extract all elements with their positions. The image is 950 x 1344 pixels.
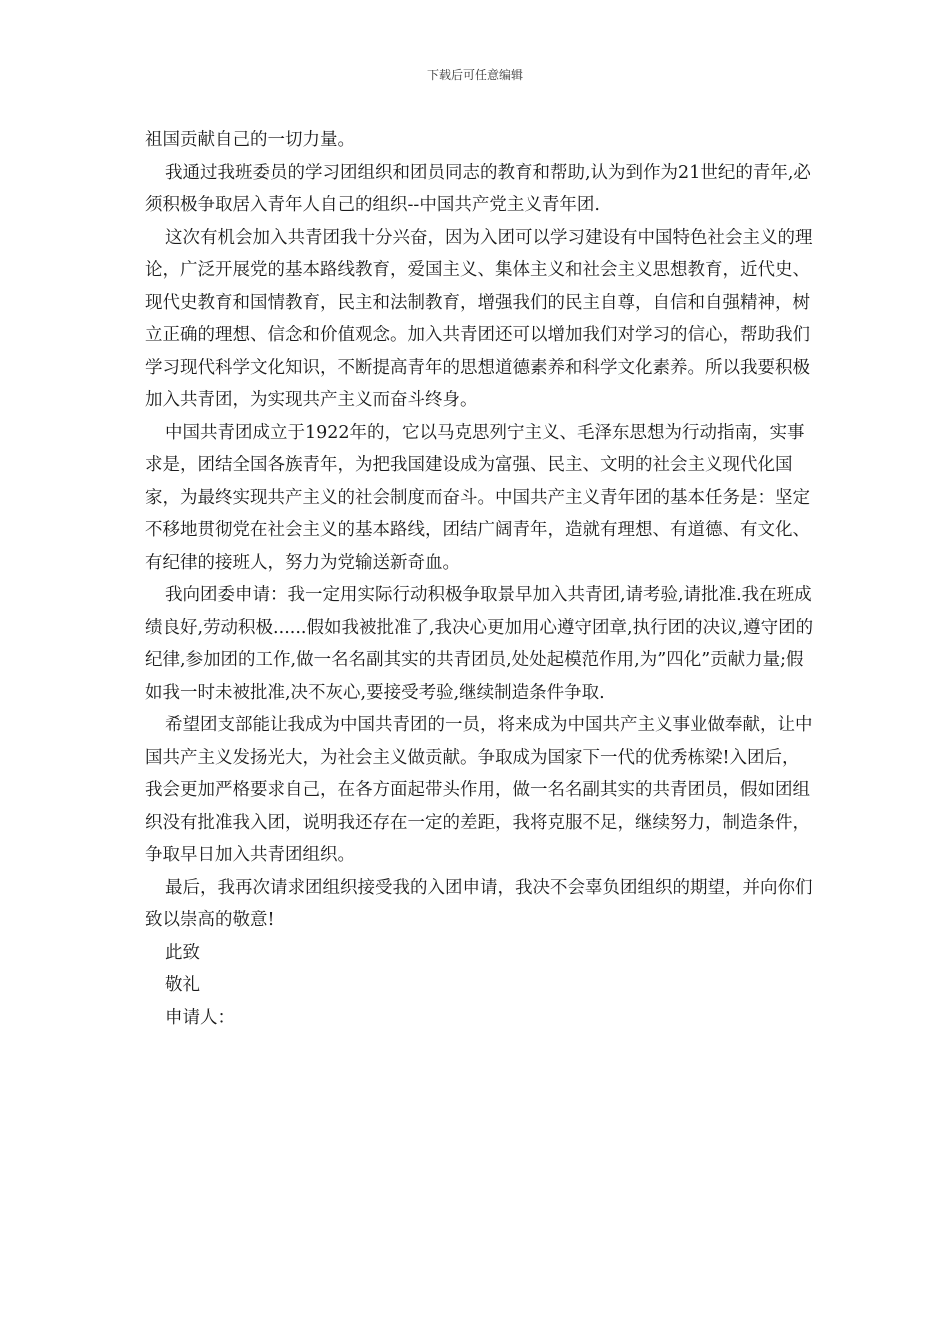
- closing-salutation: 此致: [165, 942, 200, 963]
- paragraph-7: 最后，我再次请求团组织接受我的入团申请，我决不会辜负团组织的期望，并向你们致以崇高的敬意!: [145, 877, 813, 930]
- paragraph-1: 祖国贡献自己的一切力量。: [145, 130, 355, 150]
- applicant-signature-label: 申请人：: [165, 1007, 235, 1028]
- letter-body: [145, 124, 815, 1034]
- paragraph-3: 这次有机会加入共青团我十分兴奋，因为入团可以学习建设有中国特色社会主义的理论，广泛开展党的基本路线教育，爱国主义、集体主义和社会主义思想教育，近代史、现代史教育和国情教育，民主和法制教育，增强我们的民主自尊，自信和自强精神，树立正确的理想、信念和价值观念。加入共青团还可以增加我们对学习的信心，帮助我们学习现代科学文化知识，不断提高青年的思想道德素养和科学文化素养。所以我要积极加入共青团，为实现共产主义而奋斗终身。: [145, 227, 813, 410]
- paragraph-5: 我向团委申请：我一定用实际行动积极争取景早加入共青团,请考验,请批准.我在班成绩良好,劳动积极......假如我被批准了,我决心更加用心遵守团章,执行团的决议,遵守团的纪律,参加团的工作,做一名名副其实的共青团员,处处起模范作用,为”四化”贡献力量;假如我一时未被批准,决不灰心,要接受考验,继续制造条件争取.: [145, 585, 814, 703]
- paragraph-6: 希望团支部能让我成为中国共青团的一员，将来成为中国共产主义事业做奉献，让中国共产主义发扬光大，为社会主义做贡献。争取成为国家下一代的优秀栋梁!入团后，我会更加严格要求自己，在各方面起带头作用，做一名名副其实的共青团员，假如团组织没有批准我入团，说明我还存在一定的差距，我将克服不足，继续努力，制造条件，争取早日加入共青团组织。: [145, 715, 813, 865]
- paragraph-2: 我通过我班委员的学习团组织和团员同志的教育和帮助,认为到作为21世纪的青年,必须积极争取居入青年人自己的组织--中国共产党主义青年团.: [145, 162, 811, 215]
- closing-regards: 敬礼: [165, 975, 200, 995]
- page-header: 下载后可任意编辑: [426, 68, 523, 82]
- paragraph-4: 中国共青团成立于1922年的，它以马克思列宁主义、毛泽东思想为行动指南，实事求是，团结全国各族青年，为把我国建设成为富强、民主、文明的社会主义现代化国家，为最终实现共产主义的社会制度而奋斗。中国共产主义青年团的基本任务是：坚定不移地贯彻党在社会主义的基本路线，团结广阔青年，造就有理想、有道德、有文化、有纪律的接班人，努力为党输送新奇血。: [145, 422, 810, 573]
